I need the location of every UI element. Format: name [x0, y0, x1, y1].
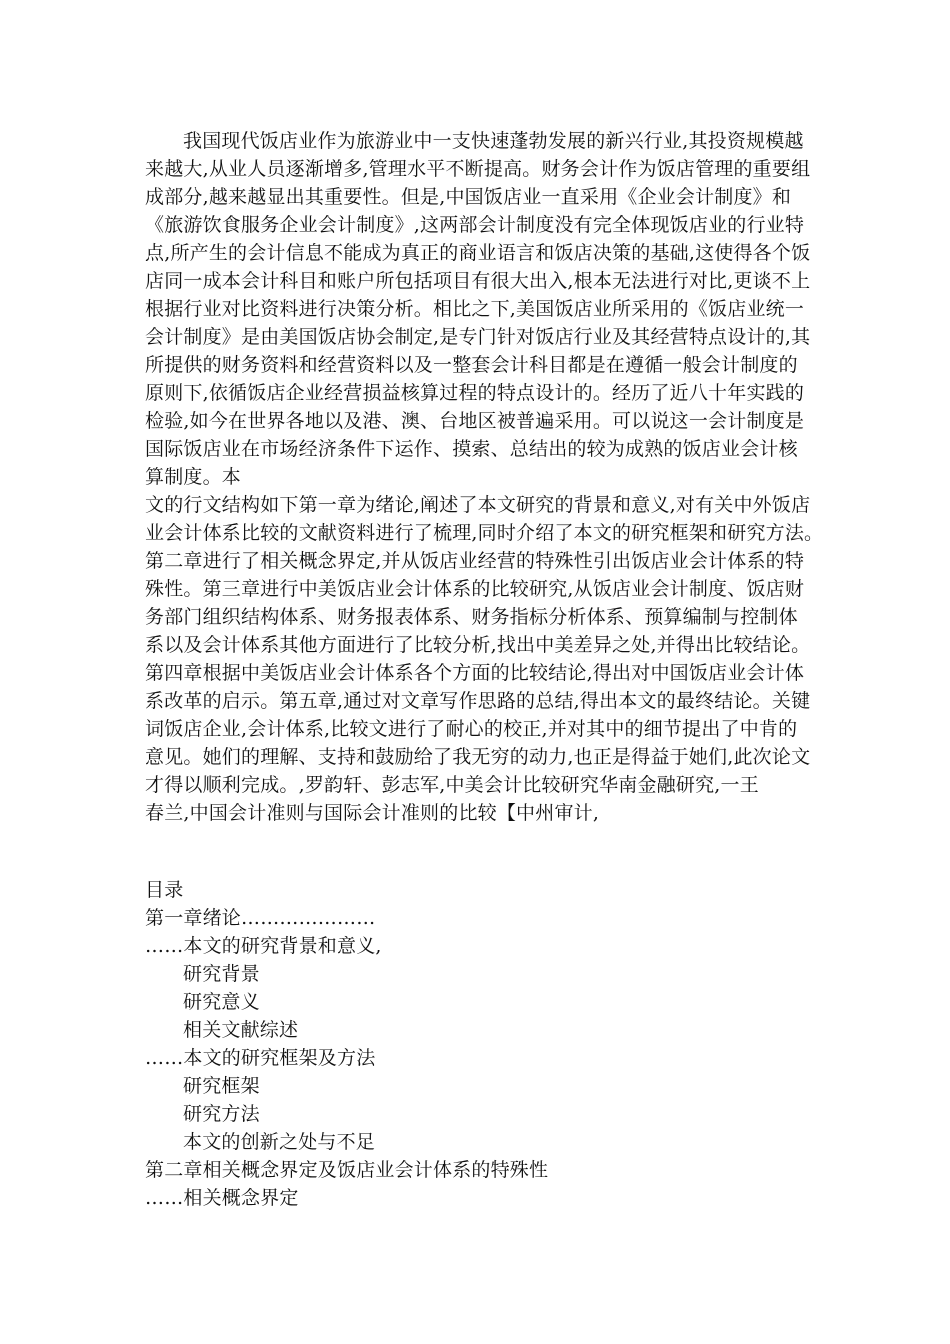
body-line: 根据行业对比资料进行决策分析。相比之下,美国饭店业所采用的《饭店业统一	[145, 298, 805, 320]
body-line: 所提供的财务资料和经营资料以及一整套会计科目都是在遵循一般会计制度的	[145, 354, 798, 376]
body-line: 我国现代饭店业作为旅游业中一支快速蓬勃发展的新兴行业,其投资规模越	[183, 130, 804, 152]
toc-entry: 研究方法	[183, 1103, 260, 1125]
body-line: 第四章根据中美饭店业会计体系各个方面的比较结论,得出对中国饭店业会计体	[145, 662, 805, 684]
body-line: 务部门组织结构体系、财务报表体系、财务指标分析体系、预算编制与控制体	[145, 606, 798, 628]
body-line: 系以及会计体系其他方面进行了比较分析,找出中美差异之处,并得出比较结论。	[145, 634, 811, 656]
body-line: 《旅游饮食服务企业会计制度》,这两部会计制度没有完全体现饭店业的行业特	[145, 214, 805, 236]
body-line: 点,所产生的会计信息不能成为真正的商业语言和饭店决策的基础,这使得各个饭	[145, 242, 811, 264]
toc-entry: 第二章相关概念界定及饭店业会计体系的特殊性	[145, 1159, 549, 1181]
body-line: 词饭店企业,会计体系,比较文进行了耐心的校正,并对其中的细节提出了中肯的	[145, 718, 798, 740]
toc-entry: ……本文的研究框架及方法	[145, 1047, 376, 1069]
toc-entry: ……本文的研究背景和意义,	[145, 935, 382, 957]
body-line: 国际饭店业在市场经济条件下运作、摸索、总结出的较为成熟的饭店业会计核	[145, 438, 798, 460]
toc-entry: 研究意义	[183, 991, 260, 1013]
body-line: 意见。她们的理解、支持和鼓励给了我无穷的动力,也正是得益于她们,此次论文	[145, 746, 811, 768]
toc-entry: ……相关概念界定	[145, 1187, 299, 1209]
toc-entry: 第一章绪论…………………	[145, 907, 376, 929]
body-line: 殊性。第三章进行中美饭店业会计体系的比较研究,从饭店业会计制度、饭店财	[145, 578, 805, 600]
toc-title: 目录	[145, 879, 184, 901]
body-line: 成部分,越来越显出其重要性。但是,中国饭店业一直采用《企业会计制度》和	[145, 186, 792, 208]
toc-entry: 研究框架	[183, 1075, 260, 1097]
body-line: 算制度。本	[145, 466, 242, 488]
toc-entry: 研究背景	[183, 963, 260, 985]
body-line: 原则下,依循饭店企业经营损益核算过程的特点设计的。经历了近八十年实践的	[145, 382, 805, 404]
body-line: 会计制度》是由美国饭店协会制定,是专门针对饭店行业及其经营特点设计的,其	[145, 326, 811, 348]
body-line: 业会计体系比较的文献资料进行了梳理,同时介绍了本文的研究框架和研究方法。	[145, 522, 824, 544]
body-line: 春兰,中国会计准则与国际会计准则的比较【中州审计,	[145, 802, 600, 824]
body-line: 来越大,从业人员逐渐增多,管理水平不断提高。财务会计作为饭店管理的重要组	[145, 158, 811, 180]
body-line: 文的行文结构如下第一章为绪论,阐述了本文研究的背景和意义,对有关中外饭店	[145, 494, 811, 516]
body-line: 才得以顺利完成。,罗韵轩、彭志军,中美会计比较研究华南金融研究,一王	[145, 774, 759, 796]
body-line: 系改革的启示。第五章,通过对文章写作思路的总结,得出本文的最终结论。关键	[145, 690, 811, 712]
body-line: 检验,如今在世界各地以及港、澳、台地区被普遍采用。可以说这一会计制度是	[145, 410, 805, 432]
body-line: 第二章进行了相关概念界定,并从饭店业经营的特殊性引出饭店业会计体系的特	[145, 550, 805, 572]
toc-entry: 相关文献综述	[183, 1019, 299, 1041]
body-line: 店同一成本会计科目和账户所包括项目有很大出入,根本无法进行对比,更谈不上	[145, 270, 811, 292]
toc-entry: 本文的创新之处与不足	[183, 1131, 376, 1153]
